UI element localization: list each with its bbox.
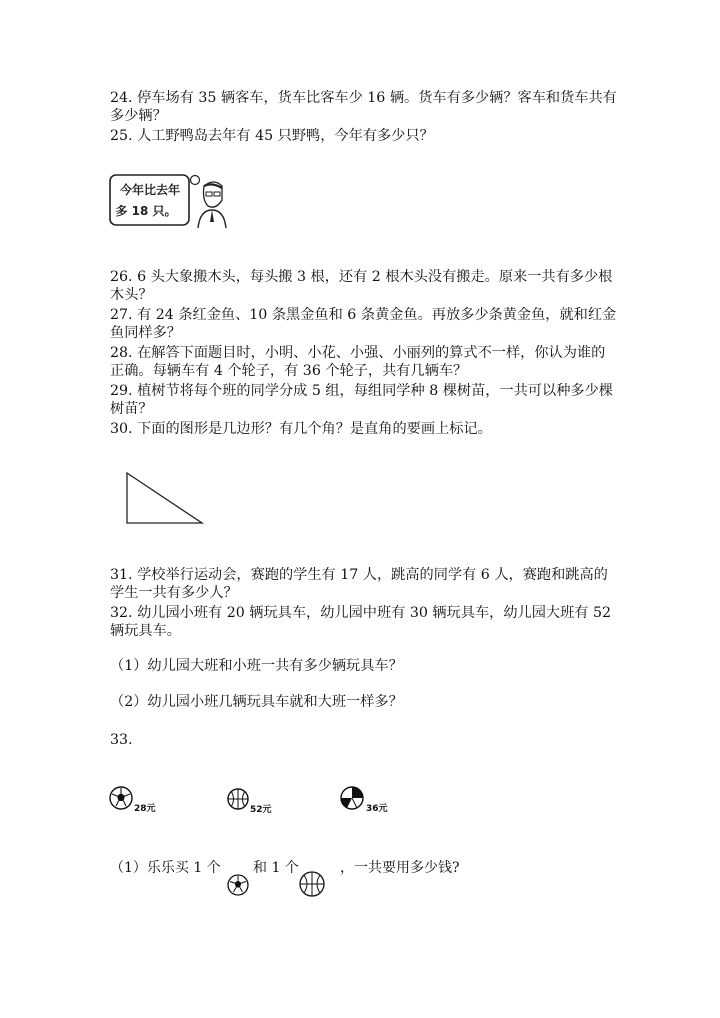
q26-line2: 木头？ xyxy=(110,287,153,303)
q30-text: 30. 下面的图形是几边形？有几个角？是直角的要画上标记。 xyxy=(110,421,492,437)
basketball-icon-small xyxy=(298,870,326,898)
man-icon xyxy=(191,176,227,229)
bubble-line1: 今年比去年 xyxy=(119,183,181,197)
q25-illustration xyxy=(108,170,230,230)
q27-line1: 27. 有 24 条红金鱼、10 条黑金鱼和 6 条黄金鱼。再放多少条黄金鱼，就和红金 xyxy=(110,307,617,323)
soccer-ball-icon-small xyxy=(226,873,250,897)
right-triangle xyxy=(120,468,210,528)
soccer-ball-icon xyxy=(110,787,132,809)
basketball-icon xyxy=(228,789,248,809)
q24-line1: 24. 停车场有 35 辆客车，货车比客车少 16 辆。货车有多少辆？客车和货车共有 xyxy=(110,90,617,106)
q27-line2: 鱼同样多？ xyxy=(110,325,181,341)
q31-line2: 学生一共有多少人？ xyxy=(110,585,238,601)
q32-sub1: （1）幼儿园大班和小班一共有多少辆玩具车？ xyxy=(110,658,403,674)
q33-sub1-part2: 和 1 个 xyxy=(253,860,299,876)
bubble-line2: 多 18 只。 xyxy=(115,204,177,218)
q32-line1: 32. 幼儿园小班有 20 辆玩具车，幼儿园中班有 30 辆玩具车，幼儿园大班有 52 xyxy=(110,605,612,621)
q31-line1: 31. 学校举行运动会，赛跑的学生有 17 人，跳高的同学有 6 人，赛跑和跳高的 xyxy=(110,567,608,583)
basketball-price: 52元 xyxy=(250,805,272,815)
volleyball-price: 36元 xyxy=(366,804,388,814)
q28-line1: 28. 在解答下面题目时，小明、小花、小强、小丽列的算式不一样，你认为谁的 xyxy=(110,345,606,361)
q33-balls-row xyxy=(105,780,405,820)
volleyball-icon xyxy=(341,787,363,809)
soccer-price: 28元 xyxy=(134,804,156,814)
q28-line2: 正确。每辆车有 4 个轮子，有 36 个轮子，共有几辆车？ xyxy=(110,363,468,379)
q24-line2: 多少辆？ xyxy=(110,108,167,124)
q29-line1: 29. 植树节将每个班的同学分成 5 组，每组同学种 8 棵树苗，一共可以种多少棵 xyxy=(110,383,613,399)
q32-sub2: （2）幼儿园小班几辆玩具车就和大班一样多？ xyxy=(110,694,403,710)
q26-line1: 26. 6 头大象搬木头，每头搬 3 根，还有 2 根木头没有搬走。原来一共有多少根 xyxy=(110,269,613,285)
q33-sub1-part1: （1）乐乐买 1 个 xyxy=(110,860,221,876)
q29-line2: 树苗？ xyxy=(110,401,153,417)
q33-sub1-part3: ，一共要用多少钱? xyxy=(340,860,460,876)
q33-label: 33. xyxy=(110,732,133,748)
q25-text: 25. 人工野鸭岛去年有 45 只野鸭，今年有多少只？ xyxy=(110,128,434,144)
q32-line2: 辆玩具车。 xyxy=(110,623,181,639)
